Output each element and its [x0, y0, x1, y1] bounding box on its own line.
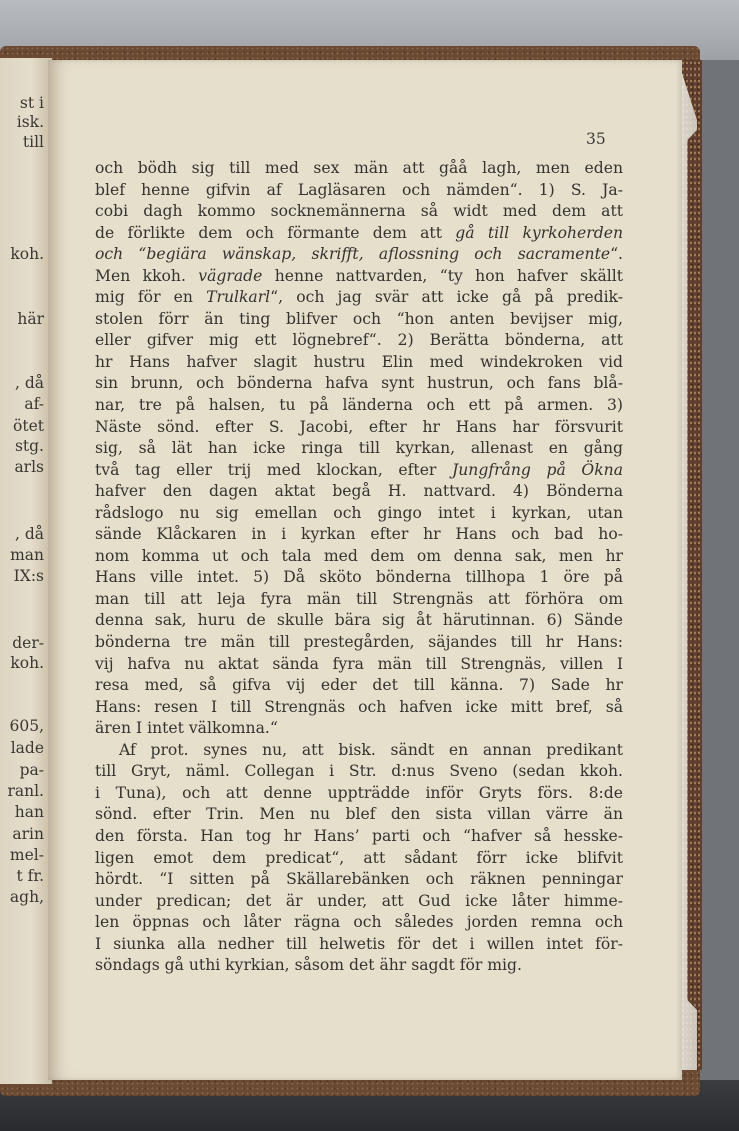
text-line: denna sak, huru de skulle bära sig åt härutinnan. 6) Sände [95, 611, 623, 630]
text-line: sig, så lät han icke ringa till kyrkan, allenast en gång [95, 439, 623, 458]
text-line: resa med, så gifva vij eder det till känna. 7) Sade hr [95, 676, 623, 695]
left-page-line: till [22, 133, 44, 151]
left-page-line: t fr. [16, 867, 44, 885]
text-line: sönd. efter Trin. Men nu blef den sista villan värre än [95, 805, 623, 824]
left-page-line: , då [14, 525, 44, 543]
text-line: rådslogo nu sig emellan och gingo intet i kyrkan, utan [95, 503, 623, 522]
text-line: Hans: resen I till Strengnäs och hafven icke mitt bref, så [95, 697, 623, 716]
text-line: eller gifver mig ett lögnebref“. 2) Berätta bönderna, att [95, 331, 623, 350]
text-line: Hans ville intet. 5) Då sköto bönderna tillhopa 1 öre på [95, 568, 623, 587]
text-line: stolen förr än ting blifver och “hon anten bevijser mig, [95, 309, 623, 328]
text-line: bönderna tre män till prestegården, säjandes till hr Hans: [95, 633, 623, 652]
left-page-line: isk. [16, 113, 44, 131]
left-page-line: koh. [10, 245, 44, 263]
body-text [95, 158, 623, 977]
text-line: hafver den dagen aktat begå H. nattvard. 4) Bönderna [95, 482, 623, 501]
text-line: hr Hans hafver slagit hustru Elin med windekroken vid [95, 352, 623, 371]
text-line: ligen emot dem predicat“, att sådant förr icke blifvit [95, 848, 623, 867]
text-line: två tag eller trij med klockan, efter Jungfrång på Ökna [95, 460, 623, 479]
text-line: cobi dagh kommo socknemännerna så widt med dem att [95, 202, 623, 221]
text-line: I siunka alla nedher till helwetis för det i willen intet för- [95, 934, 623, 953]
left-page-line: lade [10, 739, 44, 757]
left-page-line: af- [24, 395, 44, 413]
left-page-line: arin [12, 825, 44, 843]
left-page-line: stg. [14, 437, 44, 455]
text-line: Af prot. synes nu, att bisk. sändt en annan predikant [119, 740, 623, 759]
text-line: och bödh sig till med sex män att gåå lagh, men eden [95, 159, 623, 177]
text-line: ären I intet välkomna.“ [95, 719, 278, 738]
text-line: nom komma ut och tala med dem om denna sak, men hr [95, 546, 623, 565]
left-page-line: IX:s [13, 567, 44, 585]
left-page-line: ötet [13, 417, 44, 435]
text-line: vij hafva nu aktat sända fyra män till Strengnäs, villen I [95, 654, 623, 673]
left-page-line: här [17, 310, 44, 328]
text-line: hördt. “I sitten på Skällarebänken och räknen penningar [95, 870, 623, 889]
left-page-line: der- [12, 634, 44, 652]
right-page [48, 60, 682, 1080]
left-page-line: koh. [10, 654, 44, 672]
left-page-line: man [10, 546, 44, 564]
left-page-line: han [14, 803, 44, 821]
text-line: de förlikte dem och förmante dem att gå till kyrkoherden [95, 223, 623, 242]
text-line: till Gryt, näml. Collegan i Str. d:nus Sveno (sedan kkoh. [95, 762, 623, 781]
text-line: under predican; det är under, att Gud icke låter himme- [95, 891, 623, 910]
text-line: man till att leja fyra män till Strengnäs att förhöra om [95, 589, 623, 608]
text-line: sände Klåckaren in i kyrkan efter hr Hans och bad ho- [95, 525, 623, 544]
left-page-line: st i [19, 94, 44, 112]
left-page-line: agh, [9, 888, 44, 906]
text-line: blef henne gifvin af Lagläsaren och nämden“. 1) S. Ja- [95, 180, 623, 199]
left-page-line: , då [14, 374, 44, 392]
text-line: Näste sönd. efter S. Jacobi, efter hr Hans har försvurit [95, 417, 623, 436]
text-line: len öppnas och låter rägna och således jorden remna och [95, 913, 623, 932]
text-line: Men kkoh. vägrade henne nattvarden, “ty hon hafver skällt [95, 266, 623, 285]
page-number: 35 [586, 130, 606, 148]
text-line: sin brunn, och bönderna hafva synt hustrun, och fans blå- [95, 374, 623, 393]
text-line: i Tuna), och att denne uppträdde inför Gryts förs. 8:de [95, 783, 623, 802]
text-line: den första. Han tog hr Hans’ parti och “hafver så hesske- [95, 826, 623, 845]
text-line: mig för en Trulkarl“, och jag svär att icke gå på predik- [95, 288, 623, 307]
left-page-line: arls [14, 458, 44, 476]
left-page-line: 605, [9, 717, 44, 735]
text-line: och “begiära wänskap, skrifft, aflossning och sacramente“. [95, 245, 623, 264]
left-page [0, 58, 52, 1084]
left-page-line: pa- [19, 761, 44, 779]
left-page-line: mel- [9, 846, 44, 864]
text-line: söndags gå uthi kyrkian, såsom det ähr sagdt för mig. [95, 956, 522, 975]
left-page-line: ranl. [7, 782, 44, 800]
text-line: nar, tre på halsen, tu på länderna och ett på armen. 3) [95, 396, 623, 415]
